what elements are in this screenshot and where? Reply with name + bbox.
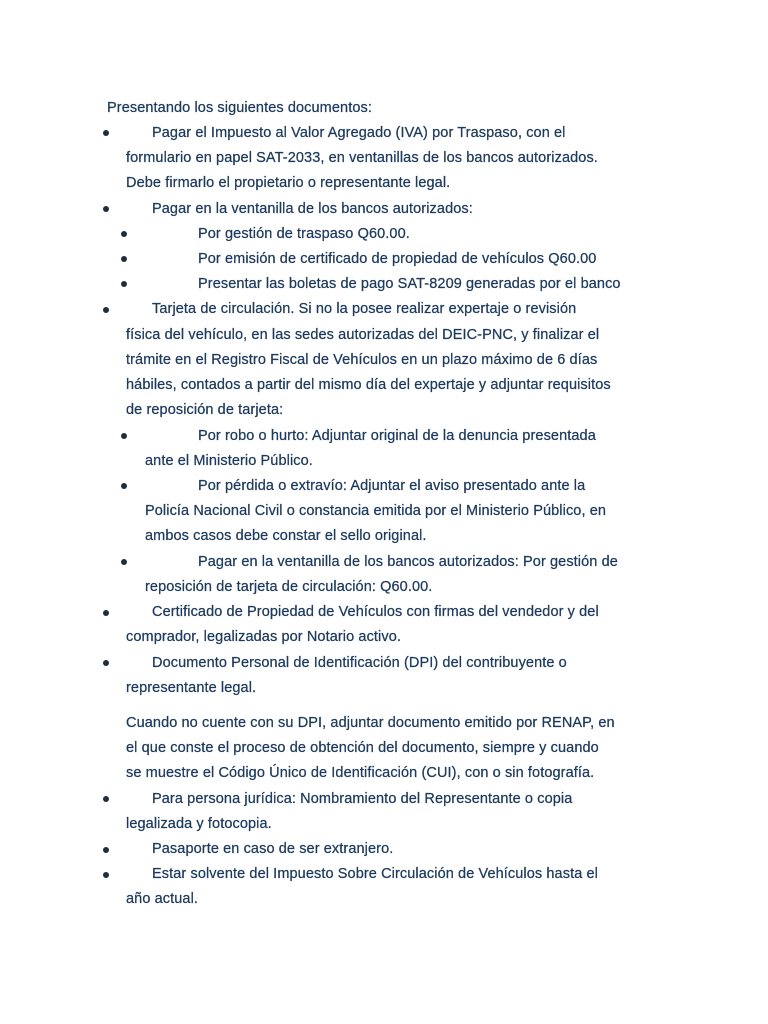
bullet-icon — [103, 610, 109, 616]
item-2-sub-1: Por gestión de traspaso Q60.00. — [198, 226, 410, 242]
bullet-icon — [103, 130, 109, 136]
item-4-line-2: comprador, legalizadas por Notario activo. — [126, 629, 402, 645]
item-2-sub-3: Presentar las boletas de pago SAT-8209 generadas por el banco — [198, 276, 621, 292]
item-3-sub-2-line-3: ambos casos debe constar el sello original. — [145, 528, 427, 544]
item-3-line-4: hábiles, contados a partir del mismo día del expertaje y adjuntar requisitos — [126, 377, 611, 393]
item-3-line-3: trámite en el Registro Fiscal de Vehículos en un plazo máximo de 6 días — [126, 352, 598, 368]
item-3-line-2: física del vehículo, en las sedes autorizadas del DEIC-PNC, y finalizar el — [126, 327, 600, 343]
item-3-sub-2-line-2: Policía Nacional Civil o constancia emitida por el Ministerio Público, en — [145, 503, 607, 519]
bullet-icon — [103, 872, 109, 878]
intro-heading: Presentando los siguientes documentos: — [107, 100, 372, 116]
bullet-icon — [121, 483, 127, 489]
bullet-icon — [103, 206, 109, 212]
item-5-line-1: Documento Personal de Identificación (DPI) del contribuyente o — [152, 655, 567, 671]
item-6-line-2: legalizada y fotocopia. — [126, 816, 272, 832]
bullet-icon — [121, 433, 127, 439]
bullet-icon — [121, 256, 127, 262]
bullet-icon — [121, 281, 127, 287]
bullet-icon — [121, 559, 127, 565]
note-line-3: se muestre el Código Único de Identificación (CUI), con o sin fotografía. — [126, 765, 595, 781]
item-7-line-1: Pasaporte en caso de ser extranjero. — [152, 841, 394, 857]
item-3-sub-3-line-2: reposición de tarjeta de circulación: Q60.00. — [145, 579, 433, 595]
item-1-line-1: Pagar el Impuesto al Valor Agregado (IVA) por Traspaso, con el — [152, 125, 566, 141]
item-4-line-1: Certificado de Propiedad de Vehículos con firmas del vendedor y del — [152, 604, 599, 620]
item-2-line-1: Pagar en la ventanilla de los bancos autorizados: — [152, 201, 473, 217]
item-2-sub-2: Por emisión de certificado de propiedad de vehículos Q60.00 — [198, 251, 597, 267]
item-1-line-2: formulario en papel SAT-2033, en ventanillas de los bancos autorizados. — [126, 150, 598, 166]
note-line-2: el que conste el proceso de obtención del documento, siempre y cuando — [126, 740, 599, 756]
bullet-icon — [121, 231, 127, 237]
bullet-icon — [103, 307, 109, 313]
bullet-icon — [103, 847, 109, 853]
item-3-line-1: Tarjeta de circulación. Si no la posee realizar expertaje o revisión — [152, 301, 577, 317]
bullet-icon — [103, 660, 109, 666]
item-3-sub-1-line-1: Por robo o hurto: Adjuntar original de la denuncia presentada — [198, 428, 596, 444]
item-3-sub-3-line-1: Pagar en la ventanilla de los bancos autorizados: Por gestión de — [198, 554, 618, 570]
item-3-line-5: de reposición de tarjeta: — [126, 402, 284, 418]
item-3-sub-2-line-1: Por pérdida o extravío: Adjuntar el aviso presentado ante la — [198, 478, 586, 494]
item-5-line-2: representante legal. — [126, 680, 257, 696]
item-3-sub-1-line-2: ante el Ministerio Público. — [145, 453, 313, 469]
note-line-1: Cuando no cuente con su DPI, adjuntar documento emitido por RENAP, en — [126, 715, 615, 731]
item-8-line-1: Estar solvente del Impuesto Sobre Circulación de Vehículos hasta el — [152, 866, 598, 882]
item-6-line-1: Para persona jurídica: Nombramiento del Representante o copia — [152, 791, 573, 807]
item-8-line-2: año actual. — [126, 891, 199, 907]
bullet-icon — [103, 796, 109, 802]
item-1-line-3: Debe firmarlo el propietario o representante legal. — [126, 175, 451, 191]
